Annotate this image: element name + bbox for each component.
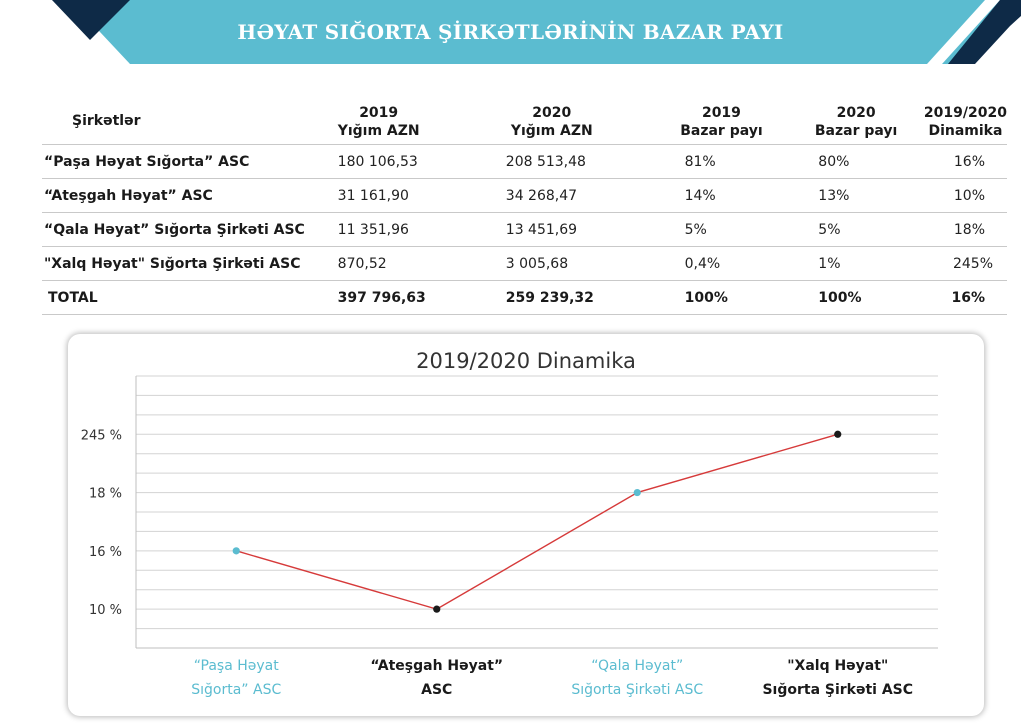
company-name: “Qala Həyat” Sığorta Şirkəti ASC [42, 213, 338, 247]
x-tick-label: “Ateşgah Həyat” [370, 658, 504, 674]
total-2019: 397 796,63 [338, 281, 506, 315]
x-tick-label: Sığorta” ASC [191, 682, 282, 698]
value-2020: 13 451,69 [506, 213, 655, 247]
value-2019: 180 106,53 [338, 145, 506, 179]
x-tick-label: “Paşa Həyat [193, 658, 279, 674]
table-header-row [42, 84, 1007, 145]
share-2019: 5% [655, 213, 789, 247]
x-tick-label: Sığorta Şirkəti ASC [762, 682, 914, 698]
series-line [236, 434, 838, 609]
total-dynamics: 16% [924, 281, 1007, 315]
market-share-table [42, 84, 1007, 315]
data-point [433, 606, 440, 613]
total-share-2020: 100% [788, 281, 924, 315]
share-2020: 80% [788, 145, 924, 179]
company-name: “Paşa Həyat Sığorta” ASC [42, 145, 338, 179]
table-row [42, 247, 1007, 281]
value-2020: 3 005,68 [506, 247, 655, 281]
share-2019: 81% [655, 145, 789, 179]
data-point [634, 489, 641, 496]
dynamics-value: 10% [924, 179, 1007, 213]
value-2019: 870,52 [338, 247, 506, 281]
chart-title: 2019/2020 Dinamika [416, 349, 636, 373]
data-point [834, 431, 841, 438]
value-2020: 208 513,48 [506, 145, 655, 179]
share-2020: 5% [788, 213, 924, 247]
header-companies: Şirkətlər [42, 84, 338, 145]
company-name: “Ateşgah Həyat” ASC [42, 179, 338, 213]
x-tick-label: "Xalq Həyat" [787, 658, 889, 674]
header-2020-collection: 2020 Yığım AZN [506, 84, 655, 145]
page-title: HƏYAT SIĞORTA ŞİRKƏTLƏRİNİN BAZAR PAYI [237, 20, 784, 44]
x-tick-label: ASC [421, 682, 453, 698]
share-2019: 14% [655, 179, 789, 213]
dynamics-value: 16% [924, 145, 1007, 179]
company-name: "Xalq Həyat" Sığorta Şirkəti ASC [42, 247, 338, 281]
chart-card [68, 334, 984, 716]
dynamics-value: 18% [924, 213, 1007, 247]
table-row [42, 145, 1007, 179]
x-tick-label: “Qala Həyat” [591, 658, 684, 674]
value-2020: 34 268,47 [506, 179, 655, 213]
value-2019: 31 161,90 [338, 179, 506, 213]
total-share-2019: 100% [655, 281, 789, 315]
data-point [233, 547, 240, 554]
share-2020: 13% [788, 179, 924, 213]
table-total-row [42, 281, 1007, 315]
dynamics-value: 245% [924, 247, 1007, 281]
header-2020-share: 2020 Bazar payı [788, 84, 924, 145]
total-2020: 259 239,32 [506, 281, 655, 315]
dynamics-line-chart [68, 334, 984, 716]
y-tick-label: 10 % [88, 603, 122, 619]
y-tick-label: 245 % [80, 428, 122, 444]
y-tick-label: 18 % [88, 486, 122, 502]
header-2019-share: 2019 Bazar payı [655, 84, 789, 145]
header-2019-collection: 2019 Yığım AZN [338, 84, 506, 145]
share-2020: 1% [788, 247, 924, 281]
share-2019: 0,4% [655, 247, 789, 281]
table-row [42, 179, 1007, 213]
x-tick-label: Sığorta Şirkəti ASC [571, 682, 704, 698]
table-row [42, 213, 1007, 247]
header-dynamics: 2019/2020 Dinamika [924, 84, 1007, 145]
total-label: TOTAL [42, 281, 338, 315]
value-2019: 11 351,96 [338, 213, 506, 247]
y-tick-label: 16 % [88, 544, 122, 560]
